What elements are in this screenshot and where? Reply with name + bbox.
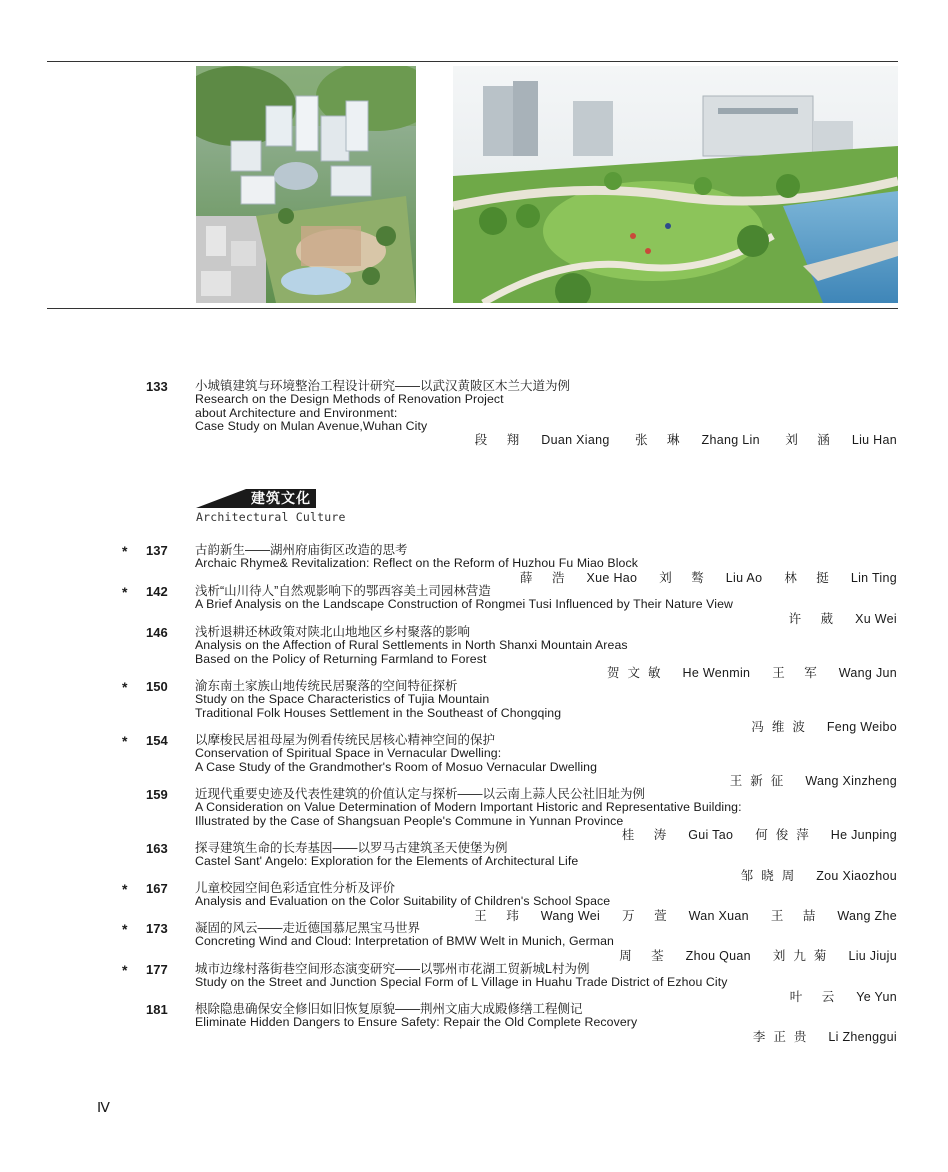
- recommended-star: *: [122, 584, 128, 600]
- section-title-en: Architectural Culture: [196, 510, 346, 524]
- recommended-star: *: [122, 962, 128, 978]
- authors: [600, 828, 897, 842]
- recommended-star: *: [122, 733, 128, 749]
- author-name-en: He Junping: [830, 828, 897, 843]
- recommended-star: *: [122, 921, 128, 937]
- authors: 段 翔 Duan Xiang 张 琳 Zhang Lin 刘 涵 Liu Han: [474, 433, 897, 447]
- title-en: Case Study on Mulan Avenue,Wuhan City: [195, 419, 428, 434]
- title-en: Archaic Rhyme& Revitalization: Reflect on the Reform of Huzhou Fu Miao Block: [195, 556, 638, 571]
- title-cn: 古韵新生——湖州府庙街区改造的思考: [195, 543, 408, 557]
- title-en: about Architecture and Environment:: [195, 405, 398, 420]
- page-number-ref: 167: [146, 881, 168, 896]
- title-en: Eliminate Hidden Dangers to Ensure Safety: Repair the Old Complete Recovery: [195, 1015, 638, 1030]
- author-name-en: Wang Wei: [540, 908, 601, 923]
- author-name-cn: 许 葳: [788, 611, 842, 626]
- author-name-en: Liu Jiuju: [848, 948, 897, 963]
- title-cn: 以摩梭民居祖母屋为例看传统民居核心精神空间的保护: [195, 733, 496, 747]
- title-cn: 探寻建筑生命的长寿基因——以罗马古建筑圣天使堡为例: [195, 841, 508, 855]
- page-number: Ⅳ: [97, 1101, 110, 1116]
- author-name-cn: 何俊萍: [755, 828, 817, 843]
- authors: [597, 949, 897, 963]
- page-number-ref: 159: [146, 787, 168, 802]
- authors: [719, 869, 897, 883]
- title-en: Illustrated by the Case of Shangsuan People's Commune in Yunnan Province: [195, 813, 624, 828]
- title-en: Study on the Street and Junction Special Form of L Village in Huahu Trade District of Ezhou City: [195, 975, 728, 990]
- authors: [585, 666, 897, 680]
- title-cn: 浅析“山川待人”自然观影响下的鄂西容美土司园林营造: [195, 584, 491, 598]
- author-name-en: Lin Ting: [850, 570, 897, 585]
- section-wedge-icon: [196, 486, 251, 510]
- author-name-cn: 王 军: [772, 666, 825, 681]
- title-cn: 根除隐患确保安全修旧如旧恢复原貌——荆州文庙大成殿修缮工程侧记: [195, 1002, 583, 1016]
- title-en: A Case Study of the Grandmother's Room of Mosuo Vernacular Dwelling: [195, 759, 598, 774]
- title-cn: 小城镇建筑与环境整治工程设计研究——以武汉黄陂区木兰大道为例: [195, 379, 571, 393]
- author-name-cn: 万 萱: [622, 908, 675, 923]
- author-name-cn: 冯维波: [751, 720, 813, 735]
- authors: [708, 774, 897, 788]
- author-name-cn: 刘 骜: [659, 570, 712, 585]
- title-en: A Brief Analysis on the Landscape Construction of Rongmei Tusi Influenced by Their Nature View: [195, 597, 734, 612]
- photo-band-rule: [47, 308, 898, 309]
- author-name-en: Xue Hao: [586, 570, 638, 585]
- author-name-en: Liu Ao: [725, 570, 763, 585]
- title-cn: 凝固的风云——走近德国慕尼黑宝马世界: [195, 921, 421, 935]
- page-number-ref: 146: [146, 625, 168, 640]
- author-name-en: Feng Weibo: [826, 720, 897, 735]
- page-number-ref: 181: [146, 1002, 168, 1017]
- page-number-ref: 154: [146, 733, 168, 748]
- aerial-rendering-image: [196, 66, 416, 303]
- title-en: Concreting Wind and Cloud: Interpretation of BMW Welt in Munich, German: [195, 934, 614, 949]
- author-name-en: He Wenmin: [682, 666, 751, 681]
- authors: [452, 909, 897, 923]
- author-name-cn: 王 玮: [474, 908, 527, 923]
- page-number-ref: 163: [146, 841, 168, 856]
- title-en: Analysis and Evaluation on the Color Suitability of Children's School Space: [195, 894, 611, 909]
- author-name-cn: 王 喆: [770, 908, 824, 923]
- author-name-en: Wang Jun: [838, 666, 897, 681]
- author-name-en: Li Zhenggui: [828, 1029, 897, 1044]
- authors: [767, 612, 897, 626]
- author-name-cn: 邹晓周: [740, 868, 803, 883]
- title-en: A Consideration on Value Determination of Modern Important Historic and Representative Building:: [195, 800, 742, 815]
- title-cn: 渝东南土家族山地传统民居聚落的空间特征探析: [195, 679, 458, 693]
- title-en: Analysis on the Affection of Rural Settlements in North Shanxi Mountain Areas: [195, 638, 628, 653]
- park-rendering-image: [453, 66, 898, 303]
- author-name-en: Wan Xuan: [688, 908, 749, 923]
- top-rule: [47, 61, 898, 62]
- page-number-ref: 177: [146, 962, 168, 977]
- authors: [729, 720, 897, 734]
- section-heading: [196, 486, 346, 526]
- recommended-star: *: [122, 543, 128, 559]
- page-number-ref: 142: [146, 584, 168, 599]
- author-name-cn: 周 荃: [619, 948, 672, 963]
- title-cn: 近现代重要史迹及代表性建筑的价值认定与探析——以云南上蒜人民公社旧址为例: [195, 787, 646, 801]
- author-name-en: Gui Tao: [688, 828, 734, 843]
- title-en: Based on the Policy of Returning Farmland to Forest: [195, 651, 487, 666]
- title-en: Traditional Folk Houses Settlement in the Southeast of Chongqing: [195, 705, 562, 720]
- author-name-cn: 林 挺: [784, 570, 837, 585]
- author-name-cn: 叶 云: [789, 989, 843, 1004]
- title-en: Study on the Space Characteristics of Tujia Mountain: [195, 692, 490, 707]
- section-title-cn: 建筑文化: [246, 489, 316, 508]
- author-name-cn: 刘九菊: [772, 948, 835, 963]
- author-name-en: Zhou Quan: [685, 948, 751, 963]
- authors: [768, 990, 897, 1004]
- title-cn: 儿童校园空间色彩适宜性分析及评价: [195, 881, 396, 895]
- title-en: Castel Sant' Angelo: Exploration for the Elements of Architectural Life: [195, 854, 579, 869]
- author-name-cn: 王新征: [729, 774, 792, 789]
- author-name-en: Ye Yun: [856, 989, 897, 1004]
- author-name-cn: 李正贵: [752, 1029, 815, 1044]
- title-cn: 浅析退耕还林政策对陕北山地地区乡村聚落的影响: [195, 625, 471, 639]
- recommended-star: *: [122, 881, 128, 897]
- page-number-ref: 137: [146, 543, 168, 558]
- author-name-en: Zou Xiaozhou: [816, 868, 897, 883]
- title-en: Conservation of Spiritual Space in Vernacular Dwelling:: [195, 746, 502, 761]
- authors: [498, 571, 897, 585]
- author-name-cn: 贺文敏: [607, 666, 669, 681]
- authors: [731, 1030, 897, 1044]
- page-number-ref: 150: [146, 679, 168, 694]
- author-name-cn: 薛 浩: [520, 570, 573, 585]
- title-cn: 城市边缘村落街巷空间形态演变研究——以鄂州市花湖工贸新城L村为例: [195, 962, 590, 976]
- page-number-ref: 133: [146, 379, 168, 394]
- author-name-en: Xu Wei: [855, 611, 897, 626]
- page-number-ref: 173: [146, 921, 168, 936]
- title-en: Research on the Design Methods of Renovation Project: [195, 392, 504, 407]
- author-name-en: Wang Xinzheng: [805, 774, 897, 789]
- author-name-en: Wang Zhe: [837, 908, 897, 923]
- recommended-star: *: [122, 679, 128, 695]
- author-name-cn: 桂 涛: [621, 828, 675, 843]
